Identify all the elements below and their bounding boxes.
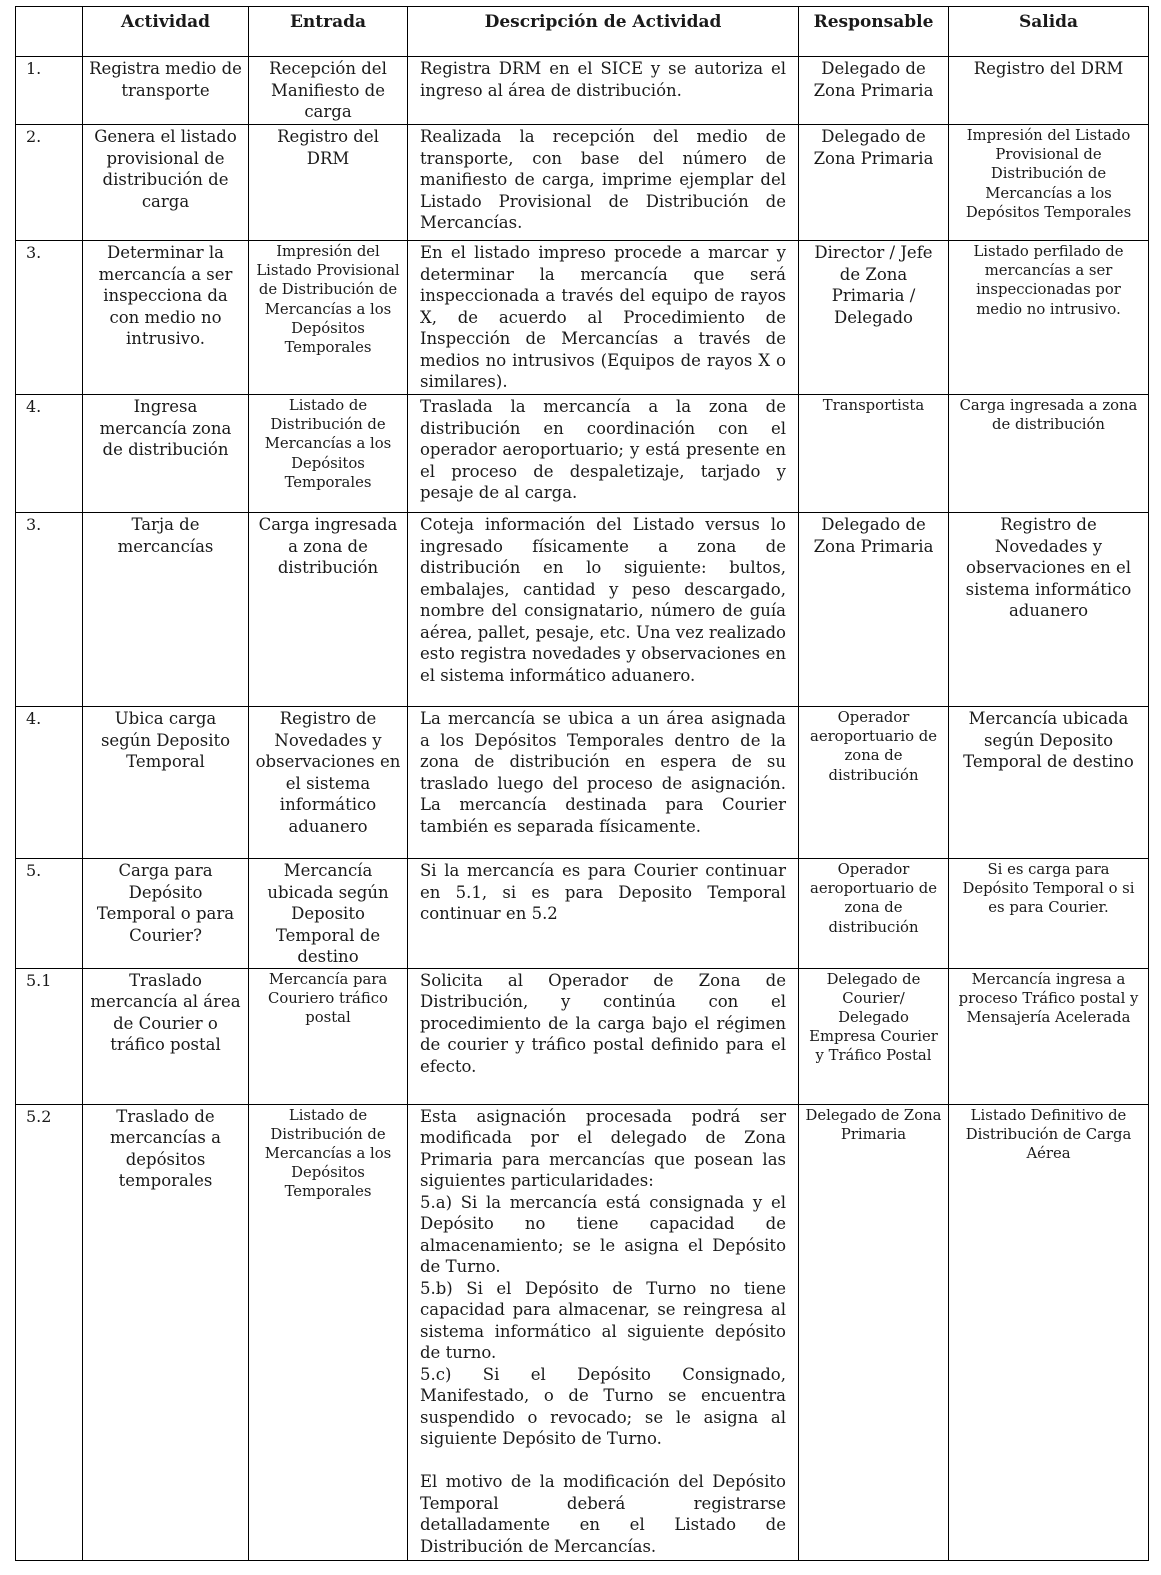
descripcion-cell: En el listado impreso procede a marcar y determinar la mercancía que será inspeccionada a través del equipo de rayos X, de acuerdo al Procedimiento de Inspección de Mercancías a través de medios no intrusivos (Equipos de rayos X o similares). (408, 241, 799, 395)
table-row (16, 395, 1149, 513)
row-number: 2. (16, 125, 83, 241)
entrada-cell: Registro del DRM (249, 125, 408, 241)
actividad-cell: Registra medio de transporte (83, 57, 249, 125)
actividad-cell: Tarja de mercancías (83, 513, 249, 707)
row-number: 5.2 (16, 1104, 83, 1560)
salida-cell: Carga ingresada a zona de distribución (949, 395, 1149, 513)
salida-cell: Listado perfilado de mercancías a ser inspeccionadas por medio no intrusivo. (949, 241, 1149, 395)
actividad-cell: Genera el listado provisional de distribución de carga (83, 125, 249, 241)
header-descripcion: Descripción de Actividad (408, 7, 799, 57)
table-row (16, 57, 1149, 125)
row-number: 5. (16, 859, 83, 969)
table-row (16, 125, 1149, 241)
entrada-cell: Listado de Distribución de Mercancías a los Depósitos Temporales (249, 1104, 408, 1560)
header-responsable: Responsable (799, 7, 949, 57)
responsable-cell: Delegado de Zona Primaria (799, 1104, 949, 1560)
row-number: 3. (16, 513, 83, 707)
row-number: 5.1 (16, 968, 83, 1104)
row-number: 4. (16, 395, 83, 513)
responsable-cell: Operador aeroportuario de zona de distribución (799, 859, 949, 969)
responsable-cell: Operador aeroportuario de zona de distribución (799, 707, 949, 859)
salida-cell: Mercancía ingresa a proceso Tráfico postal y Mensajería Acelerada (949, 968, 1149, 1104)
actividad-cell: Determinar la mercancía a ser inspecciona da con medio no intrusivo. (83, 241, 249, 395)
descripcion-cell: La mercancía se ubica a un área asignada a los Depósitos Temporales dentro de la zona de distribución en espera de su traslado luego del proceso de asignación. La mercancía destinada para Courier también es separada físicamente. (408, 707, 799, 859)
descripcion-cell: Traslada la mercancía a la zona de distribución en coordinación con el operador aeroportuario; y está presente en el proceso de despaletizaje, tarjado y pesaje de al carga. (408, 395, 799, 513)
header-row (16, 7, 1149, 57)
responsable-cell: Transportista (799, 395, 949, 513)
salida-cell: Registro de Novedades y observaciones en el sistema informático aduanero (949, 513, 1149, 707)
entrada-cell: Listado de Distribución de Mercancías a los Depósitos Temporales (249, 395, 408, 513)
salida-cell: Mercancía ubicada según Deposito Temporal de destino (949, 707, 1149, 859)
entrada-cell: Carga ingresada a zona de distribución (249, 513, 408, 707)
table-row (16, 968, 1149, 1104)
descripcion-cell: Si la mercancía es para Courier continuar en 5.1, si es para Deposito Temporal continuar en 5.2 (408, 859, 799, 969)
descripcion-cell: Registra DRM en el SICE y se autoriza el ingreso al área de distribución. (408, 57, 799, 125)
actividad-cell: Traslado de mercancías a depósitos temporales (83, 1104, 249, 1560)
descripcion-cell: Solicita al Operador de Zona de Distribución, y continúa con el procedimiento de la carga bajo el régimen de courier y tráfico postal definido para el efecto. (408, 968, 799, 1104)
table-row (16, 513, 1149, 707)
table-row (16, 1104, 1149, 1560)
actividad-cell: Ubica carga según Deposito Temporal (83, 707, 249, 859)
responsable-cell: Delegado de Zona Primaria (799, 513, 949, 707)
salida-cell: Listado Definitivo de Distribución de Carga Aérea (949, 1104, 1149, 1560)
responsable-cell: Delegado de Zona Primaria (799, 57, 949, 125)
actividad-cell: Carga para Depósito Temporal o para Courier? (83, 859, 249, 969)
header-num (16, 7, 83, 57)
row-number: 3. (16, 241, 83, 395)
descripcion-cell: Coteja información del Listado versus lo ingresado físicamente a zona de distribución en lo siguiente: bultos, embalajes, cantidad y peso descargado, nombre del consignatario, número de guía aérea, pallet, pesaje, etc. Una vez realizado esto registra novedades y observaciones en el sistema informático aduanero. (408, 513, 799, 707)
salida-cell: Si es carga para Depósito Temporal o si es para Courier. (949, 859, 1149, 969)
entrada-cell: Mercancía para Couriero tráfico postal (249, 968, 408, 1104)
descripcion-cell: Esta asignación procesada podrá ser modificada por el delegado de Zona Primaria para mercancías que posean las siguientes particularidades: 5.a) Si la mercancía está consignada y el Depósito no tiene capacidad de almacenamiento; se le asigna el Depósito de Turno. 5.b) Si el Depósito de Turno no tiene capacidad para almacenar, se reingresa al sistema informático al siguiente depósito de turno. 5.c) Si el Depósito Consignado, Manifestado, o de Turno se encuentra suspendido o revocado; se le asigna al siguiente Depósito de Turno. El motivo de la modificación del Depósito Temporal deberá registrarse detalladamente en el Listado de Distribución de Mercancías. (408, 1104, 799, 1560)
descripcion-cell: Realizada la recepción del medio de transporte, con base del número de manifiesto de carga, imprime ejemplar del Listado Provisional de Distribución de Mercancías. (408, 125, 799, 241)
table-row (16, 707, 1149, 859)
entrada-cell: Mercancía ubicada según Deposito Temporal de destino (249, 859, 408, 969)
entrada-cell: Registro de Novedades y observaciones en el sistema informático aduanero (249, 707, 408, 859)
header-entrada: Entrada (249, 7, 408, 57)
responsable-cell: Delegado de Courier/ Delegado Empresa Courier y Tráfico Postal (799, 968, 949, 1104)
responsable-cell: Delegado de Zona Primaria (799, 125, 949, 241)
salida-cell: Registro del DRM (949, 57, 1149, 125)
actividad-cell: Traslado mercancía al área de Courier o tráfico postal (83, 968, 249, 1104)
actividad-cell: Ingresa mercancía zona de distribución (83, 395, 249, 513)
header-actividad: Actividad (83, 7, 249, 57)
responsable-cell: Director / Jefe de Zona Primaria / Delegado (799, 241, 949, 395)
table-row (16, 241, 1149, 395)
activity-table (15, 6, 1149, 1561)
salida-cell: Impresión del Listado Provisional de Distribución de Mercancías a los Depósitos Temporales (949, 125, 1149, 241)
table-row (16, 859, 1149, 969)
entrada-cell: Recepción del Manifiesto de carga (249, 57, 408, 125)
entrada-cell: Impresión del Listado Provisional de Distribución de Mercancías a los Depósitos Temporales (249, 241, 408, 395)
row-number: 1. (16, 57, 83, 125)
row-number: 4. (16, 707, 83, 859)
header-salida: Salida (949, 7, 1149, 57)
